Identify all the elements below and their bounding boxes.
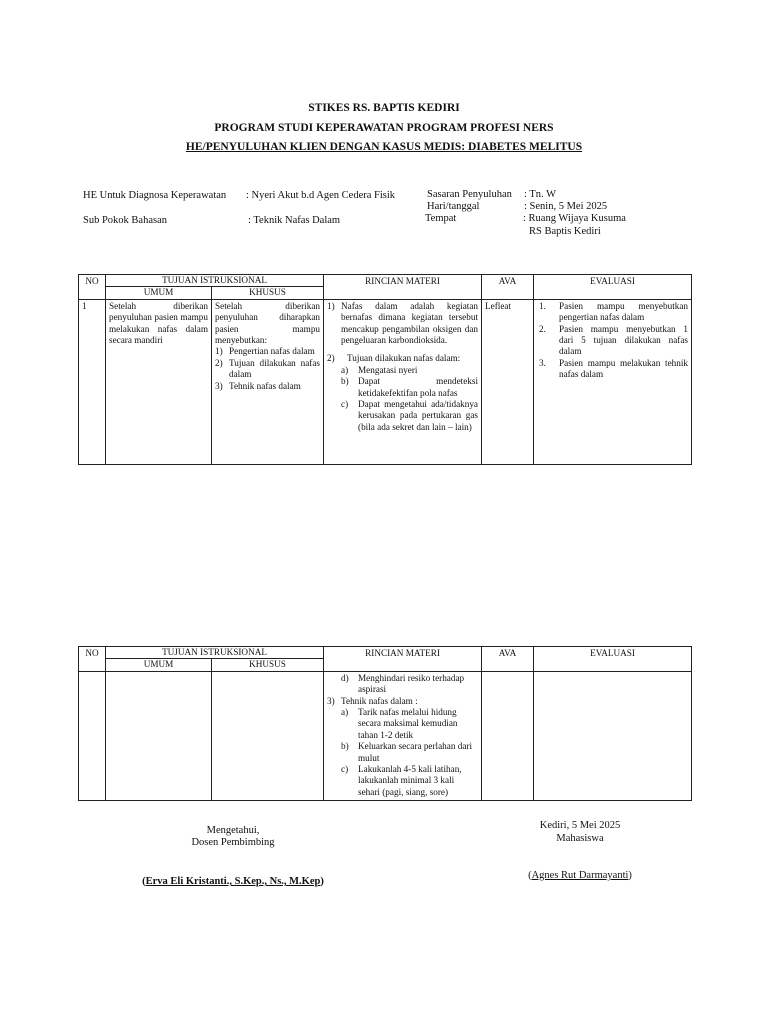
signature-right-line2: Mahasiswa bbox=[556, 833, 604, 844]
header-evaluasi: EVALUASI bbox=[534, 275, 692, 300]
list-item: b) Keluarkan secara perlahan dari mulut bbox=[341, 741, 473, 763]
table-header-row bbox=[79, 647, 692, 659]
list-item: d) Menghindari resiko terhadap aspirasi bbox=[341, 672, 465, 695]
program-title: PROGRAM STUDI KEPERAWATAN PROGRAM PROFESI NERS bbox=[214, 122, 554, 134]
signature-left-line1: Mengetahui, bbox=[206, 825, 260, 836]
signature-left-name: (Erva Eli Kristanti., S.Kep., Ns., M.Kep) bbox=[142, 876, 324, 887]
list-item: 3. Pasien mampu melakukan tehnik nafas dalam bbox=[539, 357, 689, 380]
list-item: a) Tarik nafas melalui hidung secara maksimal kemudian tahan 1-2 detik bbox=[341, 707, 458, 740]
tujuan-umum bbox=[106, 671, 212, 800]
teaching-plan-table-2 bbox=[78, 646, 692, 801]
sub-pokok-label: Sub Pokok Bahasan bbox=[83, 215, 167, 226]
row-number bbox=[79, 671, 106, 800]
list-item: b) Dapat mendeteksi ketidakefektifan pola nafas bbox=[341, 376, 479, 398]
sasaran-label: Sasaran Penyuluhan bbox=[427, 189, 512, 200]
table-header-row bbox=[79, 275, 692, 287]
list-item: 1) Pengertian nafas dalam bbox=[215, 346, 315, 357]
institution-title: STIKES RS. BAPTIS KEDIRI bbox=[308, 102, 460, 114]
header-umum: UMUM bbox=[106, 287, 212, 299]
teaching-plan-table-1 bbox=[78, 274, 692, 465]
ava-media bbox=[482, 671, 534, 800]
diagnosa-value: : Nyeri Akut b.d Agen Cedera Fisik bbox=[246, 190, 396, 201]
header-khusus: KHUSUS bbox=[212, 659, 324, 671]
document-title: HE/PENYULUHAN KLIEN DENGAN KASUS MEDIS: DIABETES MELITUS bbox=[185, 141, 583, 153]
header-ava: AVA bbox=[482, 647, 534, 672]
list-item: 2) Tujuan dilakukan nafas dalam bbox=[215, 357, 321, 380]
tujuan-umum: Setelah diberikan penyuluhan pasien mampu melakukan nafas dalam secara mandiri bbox=[106, 299, 212, 464]
table-row bbox=[79, 671, 692, 800]
header-no: NO bbox=[79, 275, 106, 300]
list-item: 2. Pasien mampu menyebutkan 1 dari 5 tujuan dilakukan nafas dalam bbox=[539, 323, 689, 357]
signature-left-line2: Dosen Pembimbing bbox=[191, 837, 275, 848]
tempat-label: Tempat bbox=[425, 213, 457, 224]
hari-label: Hari/tanggal bbox=[427, 201, 480, 212]
diagnosa-label: HE Untuk Diagnosa Keperawatan bbox=[83, 190, 227, 201]
header-no: NO bbox=[79, 647, 106, 672]
tempat-value-2: RS Baptis Kediri bbox=[529, 226, 601, 237]
evaluasi bbox=[534, 671, 692, 800]
rincian-materi bbox=[324, 671, 482, 800]
tujuan-khusus bbox=[212, 299, 324, 464]
list-item: a) Mengatasi nyeri bbox=[341, 364, 418, 375]
header-tujuan: TUJUAN ISTRUKSIONAL bbox=[106, 275, 324, 287]
header-umum: UMUM bbox=[106, 659, 212, 671]
hari-value: : Senin, 5 Mei 2025 bbox=[524, 201, 608, 212]
list-item: c) Lakukanlah 4-5 kali latihan, lakukanlah minimal 3 kali sehari (pagi, siang, sore) bbox=[341, 764, 462, 797]
header-rincian: RINCIAN MATERI bbox=[324, 275, 482, 300]
khusus-intro: Setelah diberikan penyuluhan diharapkan pasien mampu menyebutkan: bbox=[215, 300, 321, 346]
list-item: 3) Tehnik nafas dalam bbox=[215, 380, 301, 391]
list-item: 1. Pasien mampu menyebutkan pengertian nafas dalam bbox=[539, 300, 689, 323]
evaluasi bbox=[534, 299, 692, 464]
signature-right-line1: Kediri, 5 Mei 2025 bbox=[539, 820, 621, 831]
header-evaluasi: EVALUASI bbox=[534, 647, 692, 672]
tempat-value: : Ruang Wijaya Kusuma bbox=[523, 213, 626, 224]
sasaran-value: : Tn. W bbox=[524, 189, 556, 200]
rincian-materi bbox=[324, 299, 482, 464]
list-item: c) Dapat mengetahui ada/tidaknya kerusakan pada pertukaran gas (bila ada sekret dan lain – lain) bbox=[341, 399, 479, 432]
row-number: 1 bbox=[79, 299, 106, 464]
header-rincian: RINCIAN MATERI bbox=[324, 647, 482, 672]
header-ava: AVA bbox=[482, 275, 534, 300]
sub-pokok-value: : Teknik Nafas Dalam bbox=[248, 215, 341, 226]
signature-right-name: (Agnes Rut Darmayanti) bbox=[528, 870, 632, 881]
table-row bbox=[79, 299, 692, 464]
list-item: 3) Tehnik nafas dalam : bbox=[327, 695, 418, 706]
list-item: 1) Nafas dalam adalah kegiatan bernafas dimana kegiatan tersebut mencakup pengambilan oksigen dan pengeluaran karbondioksida. bbox=[327, 300, 479, 346]
tujuan-khusus bbox=[212, 671, 324, 800]
ava-media: Lefleat bbox=[482, 299, 534, 464]
list-item: 2) Tujuan dilakukan nafas dalam: bbox=[327, 353, 461, 364]
header-khusus: KHUSUS bbox=[212, 287, 324, 299]
header-tujuan: TUJUAN ISTRUKSIONAL bbox=[106, 647, 324, 659]
